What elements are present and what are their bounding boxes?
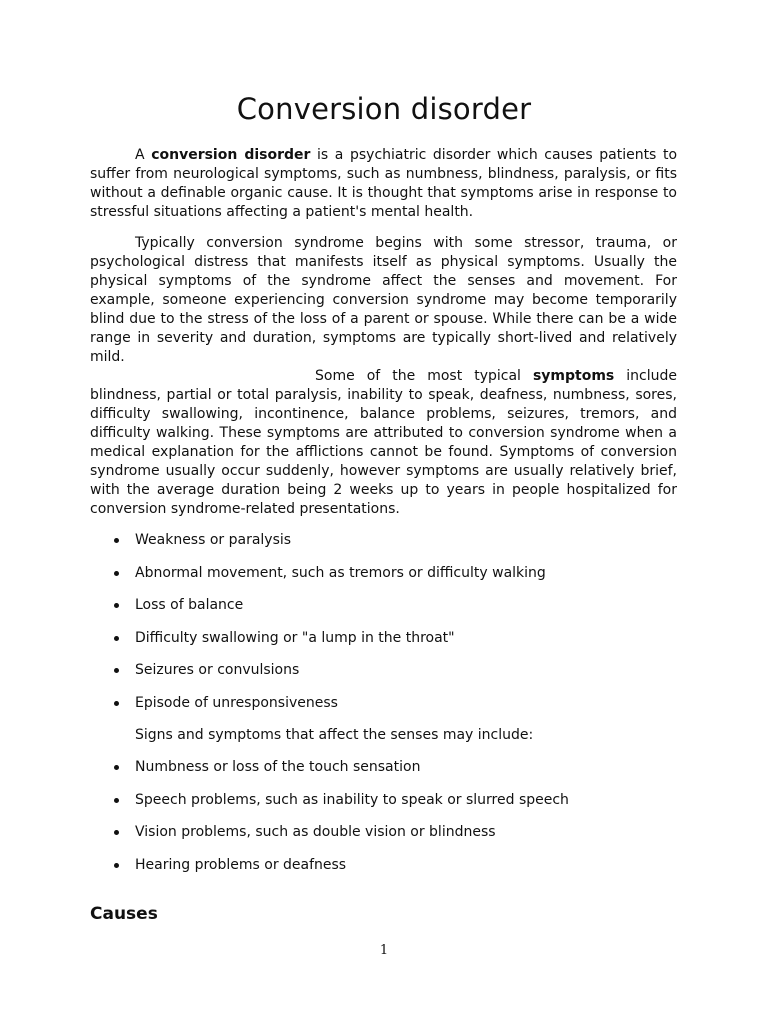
symptoms-lead: Some of the most typical xyxy=(315,368,533,384)
bullet-icon xyxy=(114,765,119,770)
bullet-icon xyxy=(114,603,119,608)
symptoms-term: symptoms xyxy=(532,368,615,384)
list-item: Numbness or loss of the touch sensation xyxy=(90,758,677,777)
symptoms-text xyxy=(90,367,677,519)
list-item: Episode of unresponsiveness xyxy=(90,694,677,713)
intro-term: conversion disorder xyxy=(151,147,311,163)
bullet-icon xyxy=(114,701,119,706)
list-item: Hearing problems or deafness xyxy=(90,856,677,875)
description-text: Typically conversion syndrome begins with some stressor, trauma, or psychological distress that manifests itself as physical symptoms. Usually the physical symptoms of the syndrome affect the senses and movement. For example, someone experiencing conversion syndrome may become temporarily blind due to the stress of the loss of a parent or spouse. While there can be a wide range in severity and duration, symptoms are typically short-lived and relatively mild. xyxy=(90,235,677,365)
document-body xyxy=(90,146,677,888)
intro-lead: A xyxy=(135,147,152,163)
list-item: Loss of balance xyxy=(90,596,677,615)
description-paragraph xyxy=(90,234,677,519)
senses-intro: Signs and symptoms that affect the senses may include: xyxy=(135,727,534,743)
bullet-icon xyxy=(114,636,119,641)
list-item: Seizures or convulsions xyxy=(90,661,677,680)
bullet-icon xyxy=(114,668,119,673)
bullet-icon xyxy=(114,830,119,835)
list-item: Speech problems, such as inability to speak or slurred speech xyxy=(90,791,677,810)
bullet-icon xyxy=(114,798,119,803)
symptoms-rest: include blindness, partial or total paralysis, inability to speak, deafness, numbness, sores, difficulty swallowing, incontinence, balance problems, seizures, tremors, and difficulty walking. These symptoms are attributed to conversion syndrome when a medical explanation for the afflictions cannot be found. Symptoms of conversion syndrome usually occur suddenly, however symptoms are usually relatively brief, with the average duration being 2 weeks up to years in people hospitalized for conversion syndrome-related presentations. xyxy=(90,368,677,517)
sensory-symptoms-list xyxy=(90,758,677,875)
bullet-icon xyxy=(114,538,119,543)
list-item: Weakness or paralysis xyxy=(90,531,677,550)
list-item: Abnormal movement, such as tremors or difficulty walking xyxy=(90,564,677,583)
page-number: 1 xyxy=(379,943,389,958)
intro-rest: is a psychiatric disorder which causes patients to suffer from neurological symptoms, such as numbness, blindness, paralysis, or fits without a definable organic cause. It is thought that symptoms arise in response to stressful situations affecting a patient's mental health. xyxy=(90,147,678,220)
bullet-icon xyxy=(114,863,119,868)
intro-paragraph xyxy=(90,146,677,222)
list-item: Vision problems, such as double vision or blindness xyxy=(90,823,677,842)
bullet-icon xyxy=(114,571,119,576)
list-item: Difficulty swallowing or "a lump in the throat" xyxy=(90,629,677,648)
document-title: Conversion disorder xyxy=(236,92,532,126)
section-heading-causes: Causes xyxy=(90,904,158,924)
motor-symptoms-list xyxy=(90,531,677,713)
